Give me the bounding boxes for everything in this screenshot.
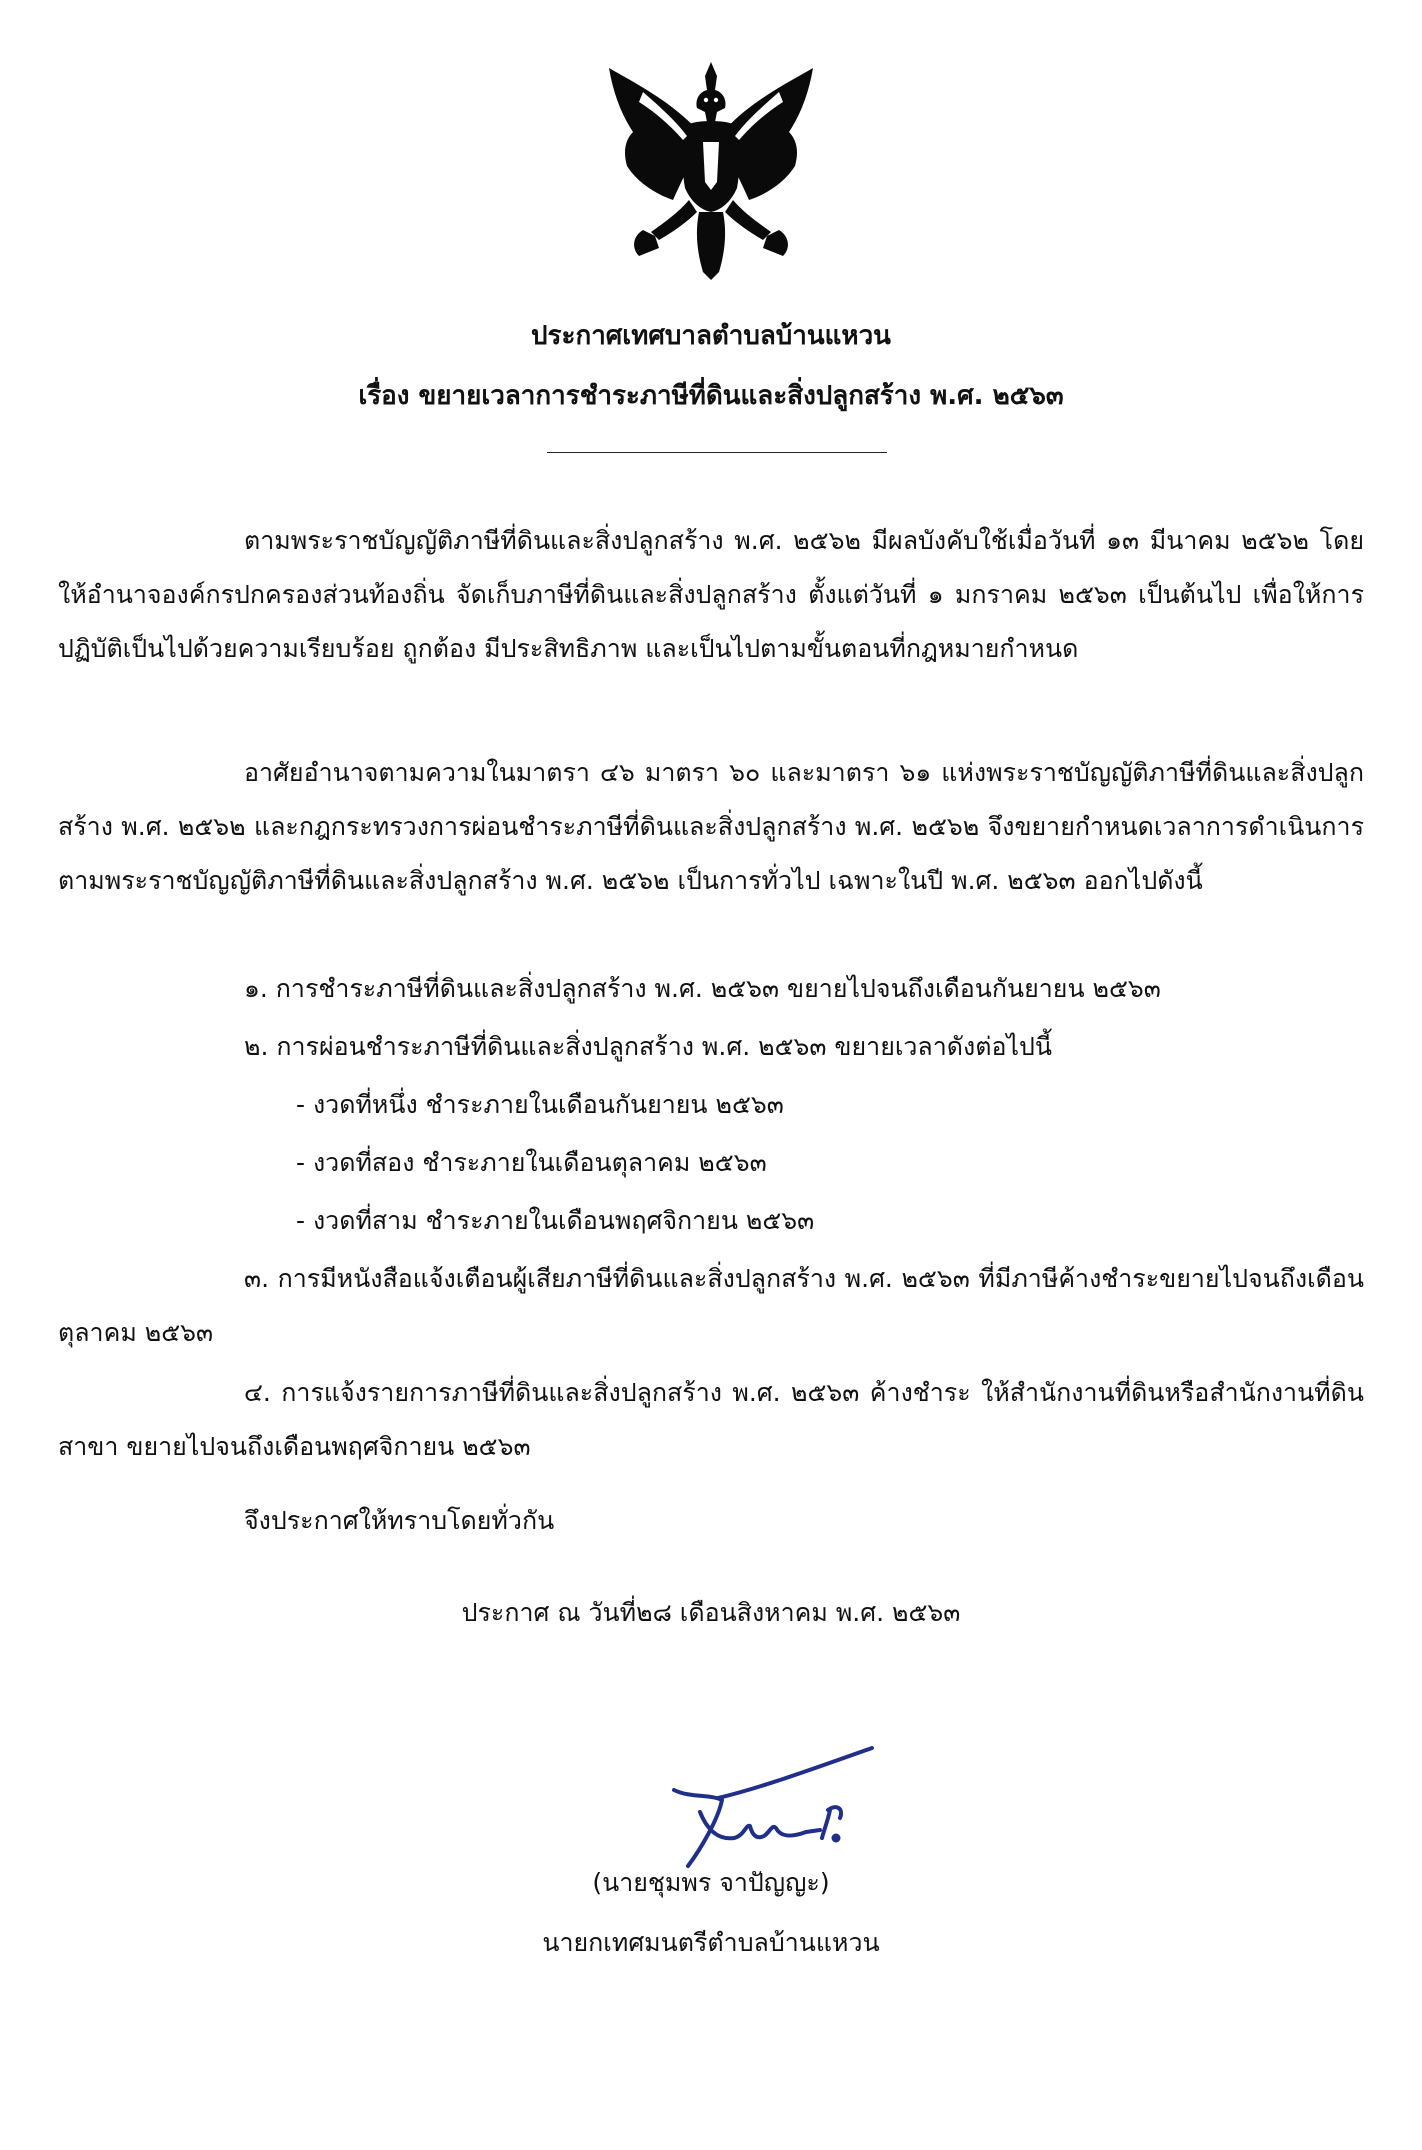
paragraph-2: อาศัยอำนาจตามความในมาตรา ๔๖ มาตรา ๖๐ และมาตรา ๖๑ แห่งพระราชบัญญัติภาษีที่ดินและสิ่งปลูกสร้าง พ.ศ. ๒๕๖๒ และกฎกระทรวงการผ่อนชำระภาษีที่ดินและสิ่งปลูกสร้าง พ.ศ. ๒๕๖๒ จึงขยายกำหนดเวลาการดำเนินการตามพระราชบัญญัติภาษีที่ดินและสิ่งปลูกสร้าง พ.ศ. ๒๕๖๒ เป็นการทั่วไป เฉพาะในปี พ.ศ. ๒๕๖๓ ออกไปดังนี้ — [58, 758, 1364, 895]
garuda-emblem-icon — [603, 62, 819, 280]
sub-item-2: - งวดที่สอง ชำระภายในเดือนตุลาคม ๒๕๖๓ — [296, 1148, 767, 1177]
list-item-1: ๑. การชำระภาษีที่ดินและสิ่งปลูกสร้าง พ.ศ. ๒๕๖๓ ขยายไปจนถึงเดือนกันยายน ๒๕๖๓ — [244, 974, 1161, 1003]
list-item-2: ๒. การผ่อนชำระภาษีที่ดินและสิ่งปลูกสร้าง พ.ศ. ๒๕๖๓ ขยายเวลาดังต่อไปนี้ — [244, 1032, 1053, 1061]
signatory-position: นายกเทศมนตรีตำบลบ้านแหวน — [542, 1928, 880, 1957]
sub-item-1: - งวดที่หนึ่ง ชำระภายในเดือนกันยายน ๒๕๖๓ — [296, 1090, 784, 1119]
announcement-subject: เรื่อง ขยายเวลาการชำระภาษีที่ดินและสิ่งปลูกสร้าง พ.ศ. ๒๕๖๓ — [358, 381, 1064, 411]
sub-item-3: - งวดที่สาม ชำระภายในเดือนพฤศจิกายน ๒๕๖๓ — [296, 1206, 815, 1235]
announcement-title: ประกาศเทศบาลตำบลบ้านแหวน — [531, 321, 891, 351]
list-item-3: ๓. การมีหนังสือแจ้งเตือนผู้เสียภาษีที่ดินและสิ่งปลูกสร้าง พ.ศ. ๒๕๖๓ ที่มีภาษีค้างชำระขยายไปจนถึงเดือนตุลาคม ๒๕๖๓ — [58, 1264, 1364, 1347]
announcement-date: ประกาศ ณ วันที่๒๘ เดือนสิงหาคม พ.ศ. ๒๕๖๓ — [461, 1598, 961, 1627]
closing-statement: จึงประกาศให้ทราบโดยทั่วกัน — [244, 1506, 555, 1535]
paragraph-1: ตามพระราชบัญญัติภาษีที่ดินและสิ่งปลูกสร้าง พ.ศ. ๒๕๖๒ มีผลบังคับใช้เมื่อวันที่ ๑๓ มีนาคม ๒๕๖๒ โดยให้อำนาจองค์กรปกครองส่วนท้องถิ่น จัดเก็บภาษีที่ดินและสิ่งปลูกสร้าง ตั้งแต่วันที่ ๑ มกราคม ๒๕๖๓ เป็นต้นไป เพื่อให้การปฏิบัติเป็นไปด้วยความเรียบร้อย ถูกต้อง มีประสิทธิภาพ และเป็นไปตามขั้นตอนที่กฎหมายกำหนด — [58, 526, 1364, 663]
signatory-name: (นายชุมพร จาปัญญะ) — [592, 1868, 830, 1897]
title-divider — [547, 452, 887, 453]
list-item-4: ๔. การแจ้งรายการภาษีที่ดินและสิ่งปลูกสร้าง พ.ศ. ๒๕๖๓ ค้างชำระ ให้สำนักงานที่ดินหรือสำนักงานที่ดินสาขา ขยายไปจนถึงเดือนพฤศจิกายน ๒๕๖๓ — [58, 1378, 1364, 1461]
